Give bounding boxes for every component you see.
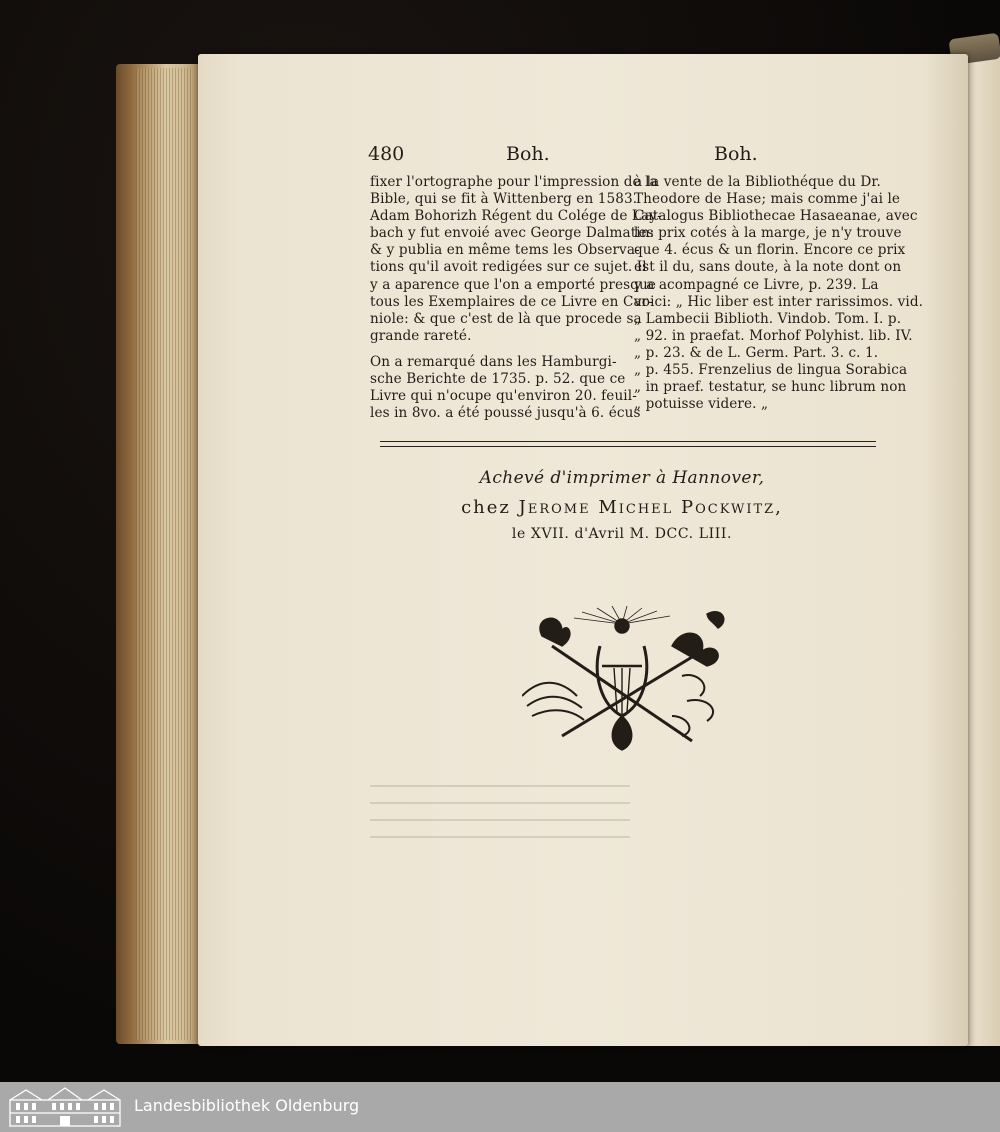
text-line: est il du, sans doute, à la note dont on bbox=[634, 259, 902, 276]
double-rule-top bbox=[380, 441, 876, 442]
show-through-text bbox=[370, 770, 630, 853]
library-building-icon bbox=[8, 1086, 122, 1128]
text-line: les prix cotés à la marge, je n'y trouve bbox=[634, 225, 902, 242]
text-line: Livre qui n'ocupe qu'environ 20. feuil- bbox=[370, 388, 637, 405]
text-line: tous les Exemplaires de ce Livre en Car- bbox=[370, 293, 653, 310]
page-number: 480 bbox=[368, 143, 405, 165]
lyre-ornament-icon bbox=[522, 606, 732, 752]
text-line: „ 92. in praefat. Morhof Polyhist. lib. IV. bbox=[634, 327, 913, 344]
text-line: „ p. 455. Frenzelius de lingua Sorabica bbox=[634, 362, 908, 379]
text-line: „ p. 23. & de L. Germ. Part. 3. c. 1. bbox=[634, 344, 879, 361]
text-line: y a aparence que l'on a emporté presque bbox=[370, 276, 656, 293]
text-line: & y publia en même tems les Observa- bbox=[370, 242, 640, 259]
text-line: „ in praef. testatur, se hunc librum non bbox=[634, 379, 907, 396]
text-line: Adam Bohorizh Régent du Colége de Lay- bbox=[370, 208, 662, 225]
text-line: niole: & que c'est de là que procede sa bbox=[370, 310, 642, 327]
left-text-column bbox=[370, 174, 662, 422]
text-line: „ potuisse videre. „ bbox=[634, 396, 769, 413]
footer-bar bbox=[0, 1082, 1000, 1132]
double-rule-bottom bbox=[380, 446, 876, 447]
text-line: Theodore de Hase; mais comme j'ai le bbox=[634, 191, 901, 208]
colophon-line-3: le XVII. d'Avril M. DCC. LIII. bbox=[511, 526, 733, 542]
book-page-edges bbox=[116, 64, 200, 1044]
text-line: On a remarqué dans les Hamburgi- bbox=[370, 353, 617, 370]
running-header-right: Boh. bbox=[714, 143, 758, 165]
text-line: les in 8vo. a été poussé jusqu'à 6. écus bbox=[370, 405, 641, 422]
text-line: „ Lambecii Biblioth. Vindob. Tom. I. p. bbox=[634, 310, 902, 327]
right-text-column bbox=[634, 174, 924, 413]
colophon-line-1: Achevé d'imprimer à Hannover, bbox=[479, 468, 765, 488]
text-line: bach y fut envoié avec George Dalmatin: bbox=[370, 225, 655, 242]
text-line: y a acompagné ce Livre, p. 239. La bbox=[634, 276, 879, 293]
text-line: que 4. écus & un florin. Encore ce prix bbox=[634, 242, 906, 259]
text-line: grande rareté. bbox=[370, 327, 472, 344]
colophon-prefix: chez bbox=[461, 497, 511, 518]
library-name: Landesbibliothek Oldenburg bbox=[134, 1096, 360, 1115]
text-line: Bible, qui se fit à Wittenberg en 1583. bbox=[370, 191, 638, 208]
running-header-left: Boh. bbox=[506, 143, 550, 165]
colophon-line-2 bbox=[362, 497, 882, 518]
printer-name: Jerome Michel Pockwitz, bbox=[518, 497, 783, 518]
text-line: à la vente de la Bibliothéque du Dr. bbox=[634, 174, 881, 190]
text-line: tions qu'il avoit redigées sur ce sujet. Il bbox=[370, 259, 647, 276]
paragraph-gap bbox=[370, 345, 616, 354]
text-line: Catalogus Bibliothecae Hasaeanae, avec bbox=[634, 208, 918, 225]
text-line: fixer l'ortographe pour l'impression de la bbox=[370, 174, 658, 190]
text-line: voici: „ Hic liber est inter rarissimos. vid. bbox=[634, 293, 924, 310]
text-line: sche Berichte de 1735. p. 52. que ce bbox=[370, 371, 626, 388]
